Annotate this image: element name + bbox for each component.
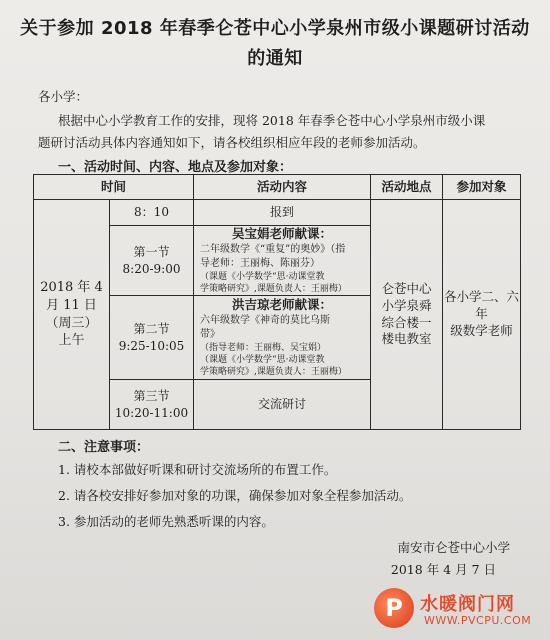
location-cell	[371, 200, 443, 430]
signature-date: 2018 年 4 月 7 日	[390, 562, 496, 577]
date-line: 2018 年 4	[40, 280, 103, 296]
time-checkin: 8：10	[110, 200, 194, 226]
lesson-1-detail: 学策略研究》,课题负责人：王丽梅）	[200, 283, 347, 294]
lesson-1-time: 8:20-9:00	[122, 261, 181, 276]
watermark-url: WWW.PVCPU.COM	[424, 614, 532, 627]
lesson-3-label: 第三节	[133, 389, 170, 404]
lesson-2-detail: 带》	[200, 328, 221, 340]
lesson-3-time: 10:20-11:00	[114, 405, 189, 420]
location-line: 小学泉舜	[381, 297, 432, 313]
date-line: 上午	[58, 333, 85, 349]
header-time: 时间	[34, 175, 194, 200]
header-content: 活动内容	[194, 175, 371, 200]
note-item-1: 1. 请校本部做好听课和研讨交流场所的布置工作。	[58, 462, 337, 477]
table-row	[34, 200, 521, 226]
lesson-2-detail: 六年级数学《神奇的莫比乌斯	[200, 314, 331, 326]
audience-line: 各小学二、六年	[444, 289, 520, 322]
lesson-1-teacher: 吴宝娟老师献课：	[232, 226, 333, 242]
lesson-1-label: 第一节	[133, 245, 170, 260]
document-title-line1: 关于参加 2018 年春季仑苍中心小学泉州市级小课题研讨活动	[20, 18, 530, 39]
header-audience: 参加对象	[443, 175, 521, 200]
lesson-2-detail: （指导老师：王丽梅、吴宝娟）	[200, 342, 327, 353]
note-item-3: 3. 参加活动的老师先熟悉听课的内容。	[58, 514, 274, 529]
audience-cell	[443, 200, 521, 430]
date-line: 月 11 日	[46, 297, 97, 313]
watermark	[374, 588, 544, 634]
lesson-1-detail: 二年级数学《“重复”的奥妙》（指	[200, 243, 346, 255]
lesson-2-label: 第二节	[133, 322, 170, 337]
note-item-2: 2. 请各校安排好参加对象的功课，确保参加对象全程参加活动。	[58, 488, 412, 503]
content-checkin: 报到	[194, 200, 371, 226]
table-header-row	[34, 175, 521, 200]
lesson-1-detail: 导老师：王丽梅、陈丽芬）	[200, 257, 321, 269]
body-line-2: 题研讨活动具体内容通知如下，请各校组织相应年段的老师参加活动。	[38, 135, 426, 150]
location-line: 仑苍中心	[381, 280, 432, 296]
schedule-table	[33, 174, 521, 430]
watermark-logo-icon: P	[374, 588, 414, 628]
lesson-2-teacher: 洪吉琼老师献课：	[232, 297, 333, 313]
lesson-2-time: 9:25-10:05	[118, 338, 185, 353]
date-line: （周三）	[45, 315, 98, 331]
signature-org: 南安市仑苍中心小学	[397, 540, 510, 555]
location-line: 楼电教室	[381, 331, 432, 347]
lesson-1-cell	[110, 226, 194, 296]
watermark-name: 水暖阀门网	[420, 594, 515, 615]
section-heading-schedule: 一、活动时间、内容、地点及参加对象：	[58, 160, 293, 175]
lesson-1-content	[194, 226, 371, 296]
lesson-2-detail: （课题《小学数学“思·动课堂教	[200, 354, 325, 365]
lesson-2-cell	[110, 296, 194, 380]
lesson-1-detail: （课题《小学数学“思·动课堂教	[200, 271, 325, 282]
lesson-3-cell	[110, 380, 194, 430]
salutation: 各小学：	[38, 89, 89, 104]
lesson-2-detail: 学策略研究》,课题负责人：王丽梅）	[200, 366, 347, 377]
location-line: 综合楼一	[381, 314, 432, 330]
date-cell	[34, 200, 110, 430]
body-line-1: 根据中心小学教育工作的安排，现将 2018 年春季仑苍中心小学泉州市级小课	[58, 113, 486, 128]
audience-line: 级数学老师	[450, 322, 513, 338]
lesson-3-content: 交流研讨	[194, 380, 371, 430]
header-location: 活动地点	[371, 175, 443, 200]
section-heading-notes: 二、注意事项：	[58, 440, 150, 455]
document-title-line2: 的通知	[247, 48, 303, 69]
lesson-2-content	[194, 296, 371, 380]
